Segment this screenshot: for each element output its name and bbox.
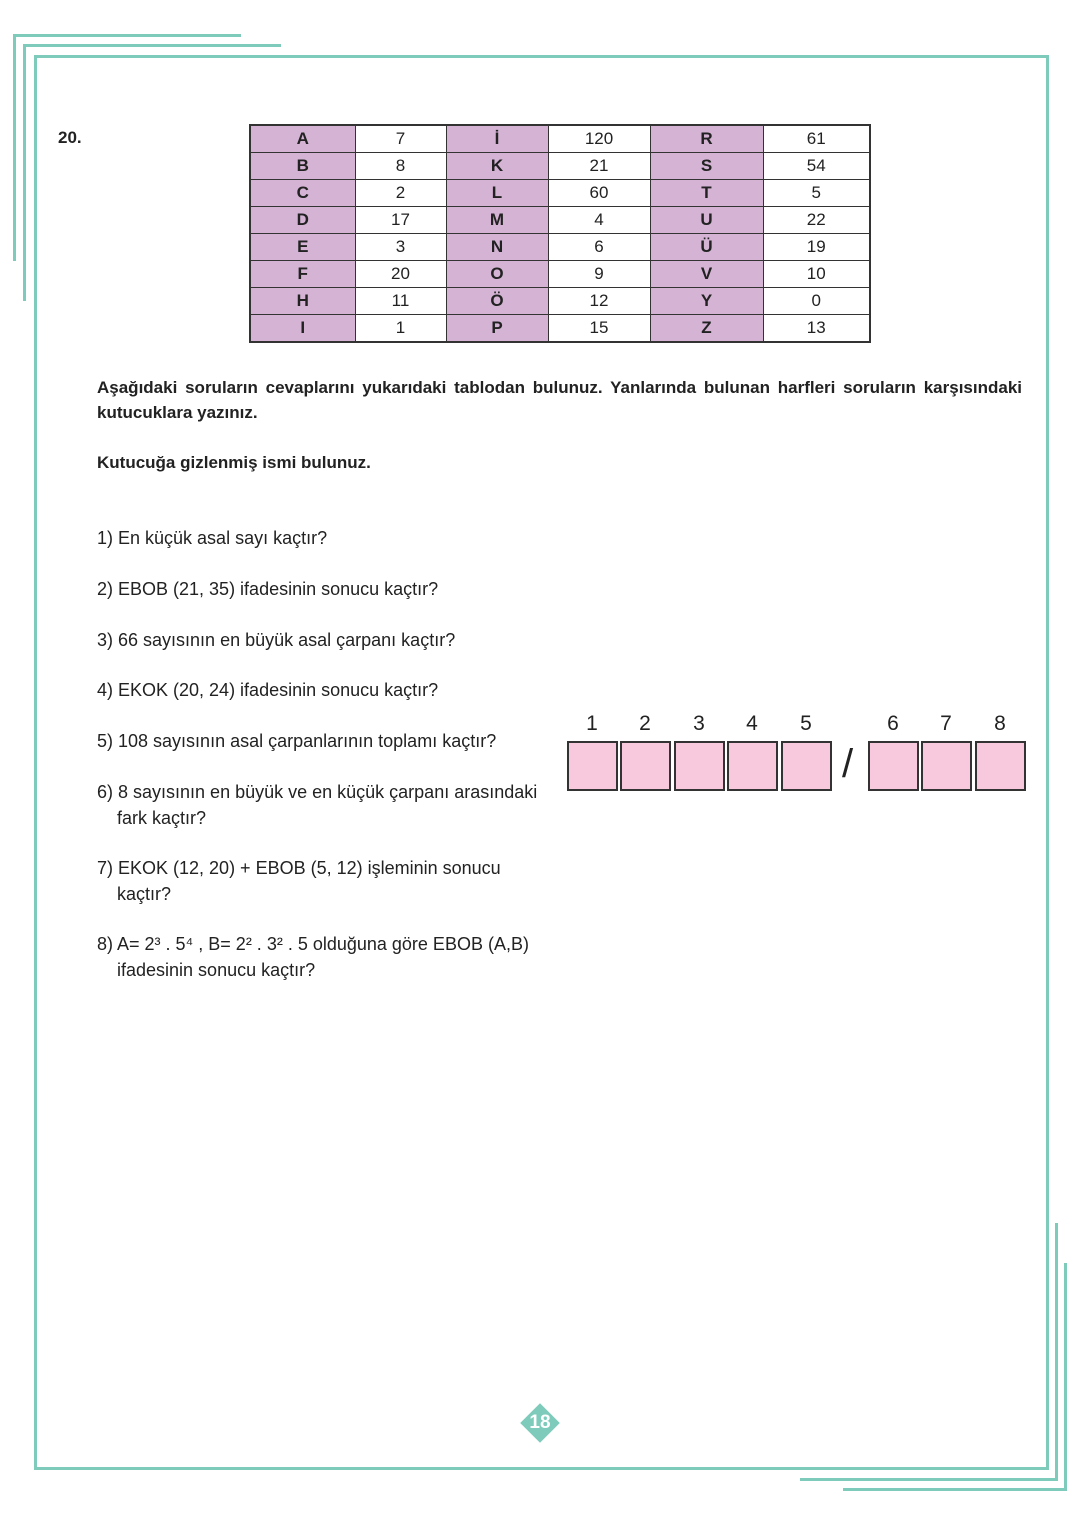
letter-cell: V <box>650 261 763 288</box>
letter-cell: R <box>650 125 763 153</box>
frame-line <box>13 34 241 37</box>
answer-box-number: 5 <box>800 712 812 735</box>
number-cell: 54 <box>763 153 870 180</box>
answer-box-number: 6 <box>887 712 899 735</box>
question-text: 7) EKOK (12, 20) + EBOB (5, 12) işleminin sonucu <box>97 858 501 878</box>
letter-cell: B <box>250 153 355 180</box>
letter-cell: H <box>250 288 355 315</box>
number-cell: 13 <box>763 315 870 343</box>
question-item <box>97 525 547 551</box>
letter-cell: S <box>650 153 763 180</box>
answer-box-number: 2 <box>639 712 651 735</box>
table-row <box>250 234 870 261</box>
number-cell: 2 <box>355 180 446 207</box>
frame-line <box>34 1467 1049 1470</box>
answer-box-number: 3 <box>693 712 705 735</box>
table-row <box>250 153 870 180</box>
question-item <box>97 931 547 983</box>
answer-box-number: 1 <box>586 712 598 735</box>
number-cell: 15 <box>548 315 650 343</box>
frame-line <box>34 55 1049 58</box>
answer-box[interactable] <box>674 741 725 791</box>
letter-code-table <box>249 124 871 343</box>
letter-cell: I <box>250 315 355 343</box>
question-item <box>97 576 547 602</box>
question-item <box>97 728 547 754</box>
question-number: 20. <box>58 128 82 147</box>
frame-line <box>13 34 16 261</box>
question-text-continued: ifadesinin sonucu kaçtır? <box>117 960 316 980</box>
number-cell: 8 <box>355 153 446 180</box>
number-cell: 4 <box>548 207 650 234</box>
number-cell: 0 <box>763 288 870 315</box>
instructions-find-name: Kutucuğa gizlenmiş ismi bulunuz. <box>97 453 371 472</box>
number-cell: 22 <box>763 207 870 234</box>
frame-line <box>23 44 281 47</box>
page-number-badge <box>520 1403 560 1443</box>
frame-line <box>843 1488 1067 1491</box>
letter-cell: U <box>650 207 763 234</box>
letter-cell: F <box>250 261 355 288</box>
letter-cell: C <box>250 180 355 207</box>
answer-box[interactable] <box>921 741 972 791</box>
number-cell: 61 <box>763 125 870 153</box>
question-text: 6) 8 sayısının en büyük ve en küçük çarpanı arasındaki <box>97 782 538 802</box>
number-cell: 17 <box>355 207 446 234</box>
answer-box[interactable] <box>781 741 832 791</box>
answer-box[interactable] <box>620 741 671 791</box>
answer-separator: / <box>842 742 854 786</box>
question-text: 5) 108 sayısının asal çarpanlarının toplamı kaçtır? <box>97 731 497 751</box>
letter-cell: E <box>250 234 355 261</box>
question-text: 8) A= 2³ . 5⁴ , B= 2² . 3² . 5 olduğuna göre EBOB (A,B) <box>97 934 529 954</box>
number-cell: 20 <box>355 261 446 288</box>
number-cell: 9 <box>548 261 650 288</box>
table-row <box>250 288 870 315</box>
question-item <box>97 677 547 703</box>
frame-line <box>800 1478 1058 1481</box>
letter-cell: P <box>446 315 548 343</box>
frame-line <box>34 55 37 1470</box>
answer-box-number: 8 <box>994 712 1006 735</box>
page-number: 18 <box>529 1412 551 1433</box>
number-cell: 3 <box>355 234 446 261</box>
number-cell: 5 <box>763 180 870 207</box>
number-cell: 1 <box>355 315 446 343</box>
table-row <box>250 125 870 153</box>
answer-box-number: 4 <box>746 712 758 735</box>
question-text: 4) EKOK (20, 24) ifadesinin sonucu kaçtır? <box>97 680 439 700</box>
letter-cell: Z <box>650 315 763 343</box>
letter-cell: Ü <box>650 234 763 261</box>
answer-box[interactable] <box>975 741 1026 791</box>
answer-box[interactable] <box>727 741 778 791</box>
table-row <box>250 207 870 234</box>
question-text: 2) EBOB (21, 35) ifadesinin sonucu kaçtır? <box>97 579 439 599</box>
number-cell: 60 <box>548 180 650 207</box>
frame-line <box>1046 55 1049 1470</box>
letter-cell: Ö <box>446 288 548 315</box>
table-row <box>250 261 870 288</box>
frame-line <box>23 44 26 301</box>
question-item <box>97 779 547 831</box>
answer-box-number: 7 <box>940 712 952 735</box>
question-text-continued: fark kaçtır? <box>117 808 207 828</box>
number-cell: 7 <box>355 125 446 153</box>
frame-line <box>1055 1223 1058 1481</box>
letter-cell: N <box>446 234 548 261</box>
number-cell: 12 <box>548 288 650 315</box>
number-cell: 120 <box>548 125 650 153</box>
instructions-text: Aşağıdaki soruların cevaplarını yukarıdaki tablodan bulunuz. Yanlarında bulunan harfleri soruların karşısındaki kutucuklara yazınız. <box>97 378 1022 422</box>
letter-cell: T <box>650 180 763 207</box>
question-item <box>97 855 547 907</box>
letter-cell: K <box>446 153 548 180</box>
letter-cell: L <box>446 180 548 207</box>
letter-cell: A <box>250 125 355 153</box>
letter-cell: D <box>250 207 355 234</box>
answer-box[interactable] <box>868 741 919 791</box>
question-text: 1) En küçük asal sayı kaçtır? <box>97 528 328 548</box>
answer-box[interactable] <box>567 741 618 791</box>
question-item <box>97 627 547 653</box>
table-row <box>250 180 870 207</box>
frame-line <box>1064 1263 1067 1491</box>
number-cell: 6 <box>548 234 650 261</box>
number-cell: 19 <box>763 234 870 261</box>
letter-cell: İ <box>446 125 548 153</box>
letter-cell: Y <box>650 288 763 315</box>
question-text-continued: kaçtır? <box>117 884 172 904</box>
question-text: 3) 66 sayısının en büyük asal çarpanı kaçtır? <box>97 630 456 650</box>
letter-cell: O <box>446 261 548 288</box>
number-cell: 21 <box>548 153 650 180</box>
number-cell: 11 <box>355 288 446 315</box>
letter-cell: M <box>446 207 548 234</box>
table-row <box>250 315 870 343</box>
number-cell: 10 <box>763 261 870 288</box>
